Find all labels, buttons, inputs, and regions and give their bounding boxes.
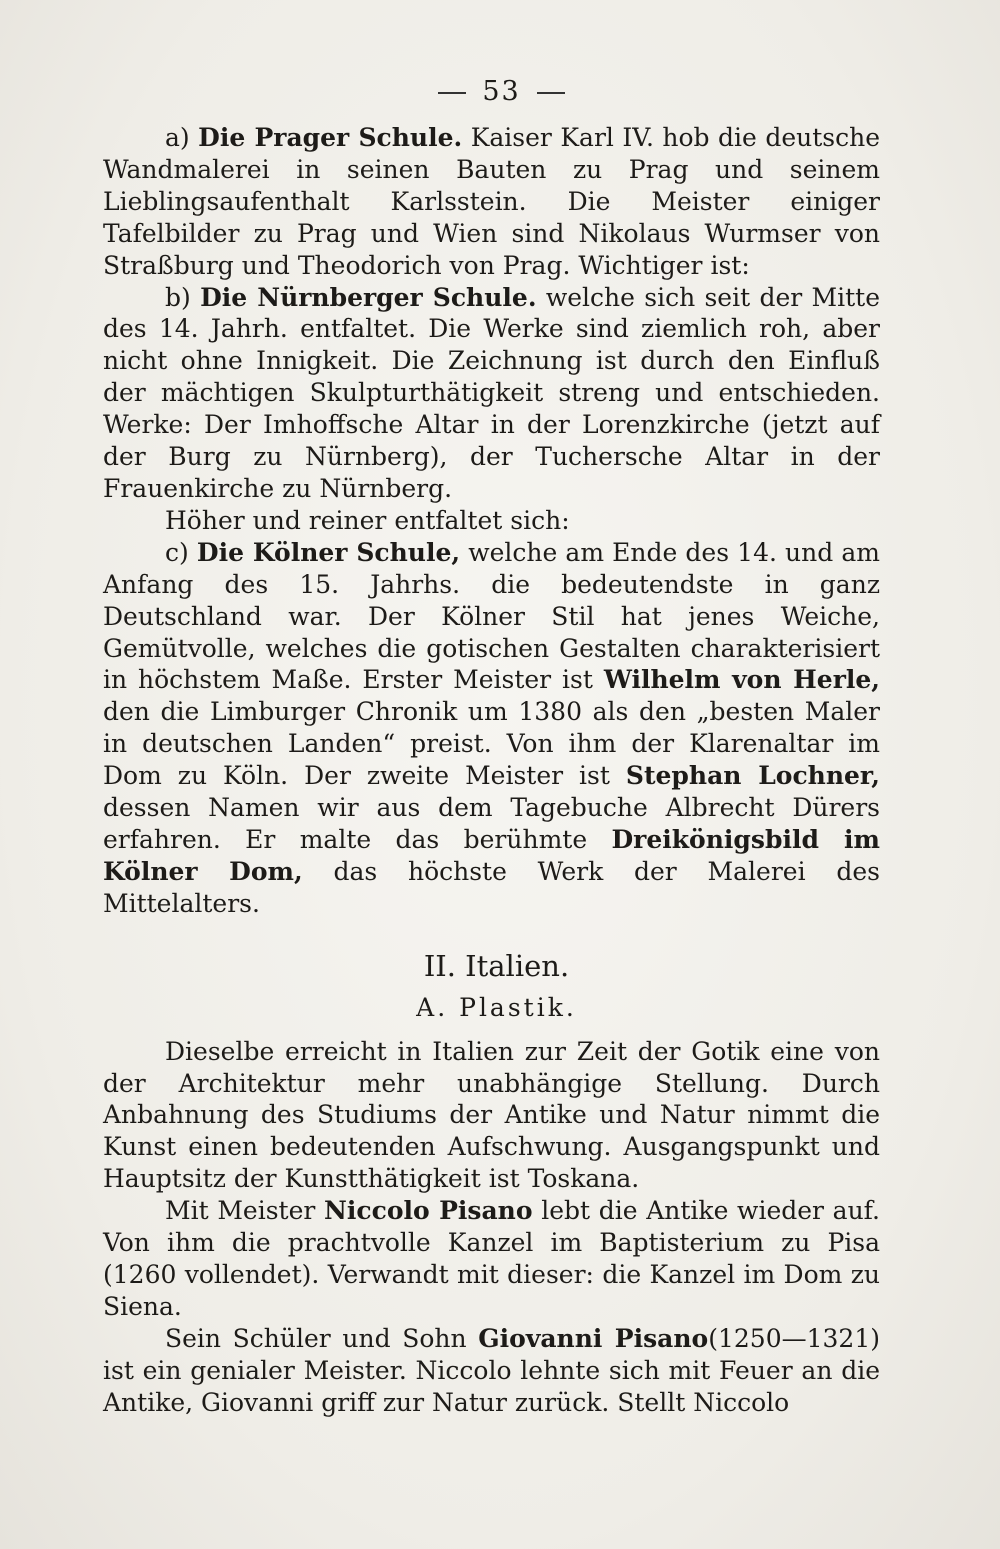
name-giovanni-pisano: Giovanni Pisano bbox=[478, 1323, 709, 1353]
work-dreikoenigsbild: Dreikönigsbild im Kölner Dom, bbox=[103, 824, 880, 886]
paragraph-text: den die Limburger Chronik um 1380 als den „besten Maler in deutschen Landen“ preist. Von ihm der Klarenaltar im Dom zu Köln. Der zweite Meister ist bbox=[103, 697, 880, 791]
paragraph-text: (1250—1321) ist ein genialer Meister. Niccolo lehnte sich mit Feuer an die Antike, Giovanni griff zur Natur zurück. Stellt Niccolo bbox=[103, 1323, 880, 1417]
text-block-top bbox=[103, 122, 880, 920]
name-stephan-lochner: Stephan Lochner, bbox=[625, 761, 880, 791]
paragraph-koelner-schule bbox=[103, 537, 880, 920]
paragraph-italien-intro: Dieselbe erreicht in Italien zur Zeit der Gotik eine von der Architektur mehr unabhängige Stellung. Durch Anbahnung des Studiums der Antike und Natur nimmt die Kunst einen bedeutenden Aufschwung. Ausgangspunkt und Hauptsitz der Kunstthätigkeit ist Toskana. bbox=[103, 1036, 880, 1194]
name-niccolo-pisano: Niccolo Pisano bbox=[324, 1196, 533, 1226]
subsection-heading-plastik: A. Plastik. bbox=[416, 992, 577, 1022]
paragraph-niccolo-pisano bbox=[103, 1195, 880, 1323]
paragraph-transition: Höher und reiner entfaltet sich: bbox=[165, 505, 570, 535]
text-block-italien bbox=[103, 1036, 880, 1419]
item-label: a) bbox=[165, 123, 190, 152]
heading-nuernberger-schule: Die Nürnberger Schule. bbox=[200, 282, 537, 312]
paragraph-text: dessen Namen wir aus dem Tagebuche Albrecht Dürers erfahren. Er malte das berühmte bbox=[103, 793, 880, 854]
paragraph-text: lebt die Antike wieder auf. Von ihm die prachtvolle Kanzel im Baptisterium zu Pisa (1260 vollendet). Verwandt mit dieser: die Kanzel im Dom zu Siena. bbox=[103, 1196, 880, 1321]
paragraph-nuernberger-schule bbox=[103, 282, 880, 505]
paragraph-prager-schule bbox=[103, 122, 880, 282]
paragraph-giovanni-pisano bbox=[103, 1323, 880, 1419]
heading-koelner-schule: Die Kölner Schule, bbox=[196, 537, 461, 567]
dash-left bbox=[438, 92, 466, 94]
paragraph-text: Sein Schüler und Sohn bbox=[165, 1323, 467, 1353]
page-number: 53 bbox=[103, 72, 880, 112]
paragraph-text: welche am Ende des 14. und am Anfang des 15. Jahrhs. die bedeutendste in ganz Deutschland war. Der Kölner Stil hat jenes Weiche, Gemütvolle, welches die gotischen Gestalten charakterisiert in höchstem Maße. Erster Meister ist bbox=[103, 537, 880, 695]
dash-right bbox=[537, 92, 565, 94]
paragraph-text: welche sich seit der Mitte des 14. Jahrh. entfaltet. Die Werke sind ziemlich roh, aber nicht ohne Innigkeit. Die Zeichnung ist durch den Einfluß der mächtigen Skulpturthätigkeit streng und entschieden. Werke: Der Imhoffsche Altar in der Lorenzkirche (jetzt auf der Burg zu Nürnberg), der Tuchersche Altar in der Frauenkirche zu Nürnberg. bbox=[103, 282, 880, 503]
paragraph-text: das höchste Werk der Malerei des Mittelalters. bbox=[103, 856, 880, 918]
item-label: c) bbox=[165, 537, 189, 567]
item-label: b) bbox=[165, 282, 191, 312]
section-heading-italien: II. Italien. bbox=[423, 948, 570, 983]
heading-prager-schule: Die Prager Schule. bbox=[198, 123, 463, 152]
paragraph-text: Kaiser Karl IV. hob die deutsche Wandmalerei in seinen Bauten zu Prag und seinem Lieblingsaufenthalt Karlsstein. Die Meister einiger Tafelbilder zu Prag und Wien sind Nikolaus Wurmser von Straßburg und Theodorich von Prag. Wichtiger ist: bbox=[103, 123, 880, 280]
paragraph-text: Mit Meister bbox=[165, 1196, 316, 1226]
name-wilhelm-von-herle: Wilhelm von Herle, bbox=[603, 665, 880, 695]
